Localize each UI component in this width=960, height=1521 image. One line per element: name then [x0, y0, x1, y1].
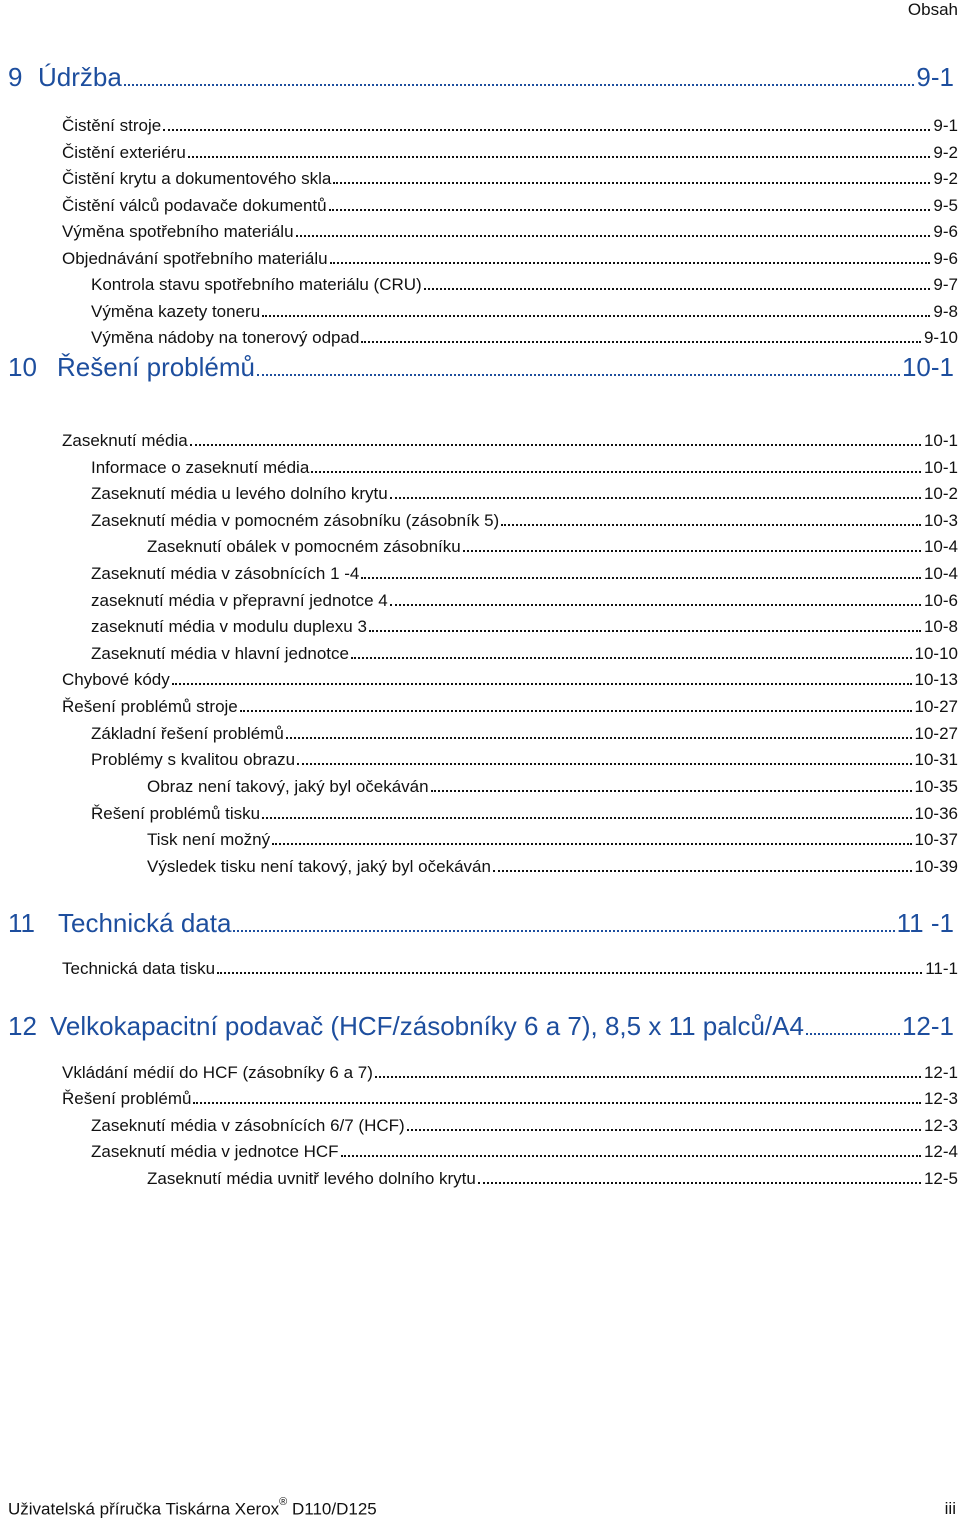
dot-leader: [501, 524, 921, 526]
toc-entry[interactable]: [91, 458, 958, 478]
entry-page: 10-1: [923, 458, 958, 477]
entry-page: 10-4: [923, 537, 958, 556]
entry-title: Zaseknutí obálek v pomocném zásobníku: [147, 537, 461, 556]
dot-leader: [172, 683, 912, 685]
entry-page: 10-27: [914, 697, 958, 716]
toc-entry[interactable]: [62, 1089, 958, 1109]
entry-page: 10-39: [914, 857, 958, 876]
entry-title: Zaseknutí média v pomocném zásobníku (zásobník 5): [91, 511, 500, 530]
dot-leader: [286, 737, 912, 739]
toc-entry[interactable]: [62, 670, 958, 690]
entry-page: 10-2: [923, 484, 958, 503]
entry-title: zaseknutí média v modulu duplexu 3: [91, 617, 367, 636]
entry-title: Zaseknutí média v zásobnících 6/7 (HCF): [91, 1116, 405, 1135]
toc-entry[interactable]: [91, 750, 958, 770]
dot-leader: [188, 156, 931, 158]
toc-entry[interactable]: [62, 249, 958, 269]
dot-leader: [329, 209, 931, 211]
dot-leader: [341, 1155, 921, 1157]
chapter-title: Údržba: [38, 62, 122, 92]
footer-page-number: iii: [944, 1499, 956, 1518]
dot-leader: [262, 817, 911, 819]
entry-page: 10-27: [914, 724, 958, 743]
toc-chapter-10[interactable]: [8, 352, 954, 383]
toc-entry[interactable]: [62, 959, 958, 979]
entry-title: Zaseknutí média v zásobnících 1 -4: [91, 564, 360, 583]
entry-page: 9-2: [933, 169, 958, 188]
toc-entry[interactable]: [91, 484, 958, 504]
dot-leader: [311, 471, 921, 473]
entry-page: 10-13: [914, 670, 958, 689]
chapter-number: 11: [8, 908, 35, 938]
entry-title: Výměna spotřebního materiálu: [62, 222, 294, 241]
entry-page: 10-10: [914, 644, 958, 663]
entry-title: Zaseknutí média v hlavní jednotce: [91, 644, 349, 663]
entry-title: Zaseknutí média uvnitř levého dolního krytu: [147, 1169, 476, 1188]
dot-leader: [407, 1129, 921, 1131]
entry-page: 10-3: [923, 511, 958, 530]
dot-leader: [233, 930, 894, 932]
entry-title: Řešení problémů tisku: [91, 804, 261, 823]
toc-entry[interactable]: [91, 1142, 958, 1162]
dot-leader: [163, 129, 930, 131]
entry-page: 10-31: [914, 750, 958, 769]
dot-leader: [257, 374, 900, 376]
toc-entry[interactable]: [91, 302, 958, 322]
entry-page: 12-5: [923, 1169, 958, 1188]
toc-entry[interactable]: [62, 697, 958, 717]
entry-page: 9-6: [933, 249, 958, 268]
toc-entry[interactable]: [91, 617, 958, 637]
toc-entry[interactable]: [62, 196, 958, 216]
entry-page: 9-6: [933, 222, 958, 241]
entry-page: 9-2: [933, 143, 958, 162]
entry-title: Obraz není takový, jaký byl očekáván: [147, 777, 429, 796]
dot-leader: [361, 577, 921, 579]
chapter-title: Technická data: [58, 908, 232, 938]
entry-title: Informace o zaseknutí média: [91, 458, 310, 477]
entry-page: 12-3: [923, 1116, 958, 1135]
chapter-number: 12: [8, 1011, 37, 1041]
toc-chapter-9[interactable]: [8, 62, 954, 93]
chapter-page: 9-1: [916, 62, 954, 92]
entry-title: Řešení problémů stroje: [62, 697, 238, 716]
dot-leader: [297, 763, 911, 765]
toc-entry[interactable]: [91, 511, 958, 531]
dot-leader: [361, 341, 921, 343]
toc-chapter-12[interactable]: [8, 1011, 954, 1042]
chapter-title: Velkokapacitní podavač (HCF/zásobníky 6 a 7), 8,5 x 11 palců/A4: [50, 1011, 804, 1041]
toc-entry[interactable]: [62, 169, 958, 189]
dot-leader: [493, 870, 912, 872]
dot-leader: [193, 1102, 921, 1104]
dot-leader: [351, 657, 912, 659]
toc-entry[interactable]: [91, 275, 958, 295]
dot-leader: [390, 497, 921, 499]
entry-page: 12-1: [923, 1063, 958, 1082]
footer-model: D110/D125: [292, 1499, 377, 1519]
dot-leader: [333, 182, 930, 184]
toc-entry[interactable]: [91, 804, 958, 824]
entry-title: Zaseknutí média u levého dolního krytu: [91, 484, 388, 503]
dot-leader: [272, 843, 911, 845]
toc-entry[interactable]: [147, 857, 958, 877]
entry-title: Výměna nádoby na tonerový odpad: [91, 328, 360, 347]
toc-entry[interactable]: [62, 143, 958, 163]
entry-title: Kontrola stavu spotřebního materiálu (CRU): [91, 275, 422, 294]
dot-leader: [424, 288, 931, 290]
entry-title: Základní řešení problémů: [91, 724, 284, 743]
dot-leader: [296, 235, 931, 237]
registered-mark: ®: [279, 1496, 288, 1508]
entry-page: 10-4: [923, 564, 958, 583]
toc-entry[interactable]: [91, 644, 958, 664]
entry-title: Chybové kódy: [62, 670, 170, 689]
dot-leader: [330, 262, 931, 264]
entry-page: 10-1: [923, 431, 958, 450]
header-section-label: Obsah: [907, 0, 958, 19]
toc-entry[interactable]: [91, 328, 958, 348]
toc-entry[interactable]: [91, 591, 958, 611]
dot-leader: [431, 790, 912, 792]
toc-entry[interactable]: [62, 1063, 958, 1083]
toc-entry[interactable]: [91, 1116, 958, 1136]
footer-title-text: Uživatelská příručka Tiskárna Xerox: [8, 1499, 280, 1519]
entry-title: Čistění válců podavače dokumentů: [62, 196, 327, 215]
footer-document-title: [8, 1496, 377, 1520]
entry-title: Čistění exteriéru: [62, 143, 186, 162]
entry-title: Výměna kazety toneru: [91, 302, 261, 321]
entry-page: 10-36: [914, 804, 958, 823]
entry-title: Zaseknutí média: [62, 431, 188, 450]
entry-title: Objednávání spotřebního materiálu: [62, 249, 328, 268]
entry-title: Čistění stroje: [62, 116, 162, 135]
entry-page: 12-3: [923, 1089, 958, 1108]
entry-title: Problémy s kvalitou obrazu: [91, 750, 296, 769]
toc-entry[interactable]: [147, 537, 958, 557]
entry-page: 9-8: [933, 302, 958, 321]
dot-leader: [217, 972, 922, 974]
dot-leader: [190, 444, 921, 446]
toc-entry[interactable]: [62, 431, 958, 451]
entry-title: Vkládání médií do HCF (zásobníky 6 a 7): [62, 1063, 373, 1082]
toc-entry[interactable]: [62, 116, 958, 136]
dot-leader: [478, 1182, 921, 1184]
dot-leader: [240, 710, 912, 712]
entry-page: 9-5: [933, 196, 958, 215]
dot-leader: [806, 1033, 900, 1035]
entry-page: 10-6: [923, 591, 958, 610]
entry-page: 9-10: [923, 328, 958, 347]
entry-title: Tisk není možný: [147, 830, 271, 849]
entry-page: 9-7: [933, 275, 958, 294]
entry-title: Výsledek tisku není takový, jaký byl očekáván: [147, 857, 491, 876]
entry-page: 11-1: [925, 959, 958, 978]
entry-page: 9-1: [933, 116, 958, 135]
chapter-number: 9: [8, 62, 23, 92]
toc-chapter-11[interactable]: [8, 908, 954, 939]
entry-title: Řešení problémů: [62, 1089, 192, 1108]
chapter-title: Řešení problémů: [57, 352, 255, 382]
toc-entry[interactable]: [62, 222, 958, 242]
dot-leader: [390, 604, 921, 606]
entry-title: Zaseknutí média v jednotce HCF: [91, 1142, 339, 1161]
entry-page: 12-4: [923, 1142, 958, 1161]
chapter-number: 10: [8, 352, 37, 382]
chapter-page: 10-1: [901, 352, 954, 382]
chapter-page: 12-1: [901, 1011, 954, 1041]
toc-entry[interactable]: [147, 777, 958, 797]
toc-entry[interactable]: [91, 564, 958, 584]
toc-entry[interactable]: [147, 1169, 958, 1189]
entry-page: 10-8: [923, 617, 958, 636]
toc-entry[interactable]: [91, 724, 958, 744]
toc-entry[interactable]: [147, 830, 958, 850]
dot-leader: [369, 630, 921, 632]
entry-title: Technická data tisku: [62, 959, 216, 978]
chapter-page: 11 -1: [896, 908, 954, 938]
entry-page: 10-37: [914, 830, 958, 849]
entry-title: zaseknutí média v přepravní jednotce 4: [91, 591, 388, 610]
entry-title: Čistění krytu a dokumentového skla: [62, 169, 332, 188]
dot-leader: [375, 1076, 921, 1078]
dot-leader: [262, 315, 930, 317]
dot-leader: [463, 550, 921, 552]
entry-page: 10-35: [914, 777, 958, 796]
dot-leader: [124, 84, 915, 86]
